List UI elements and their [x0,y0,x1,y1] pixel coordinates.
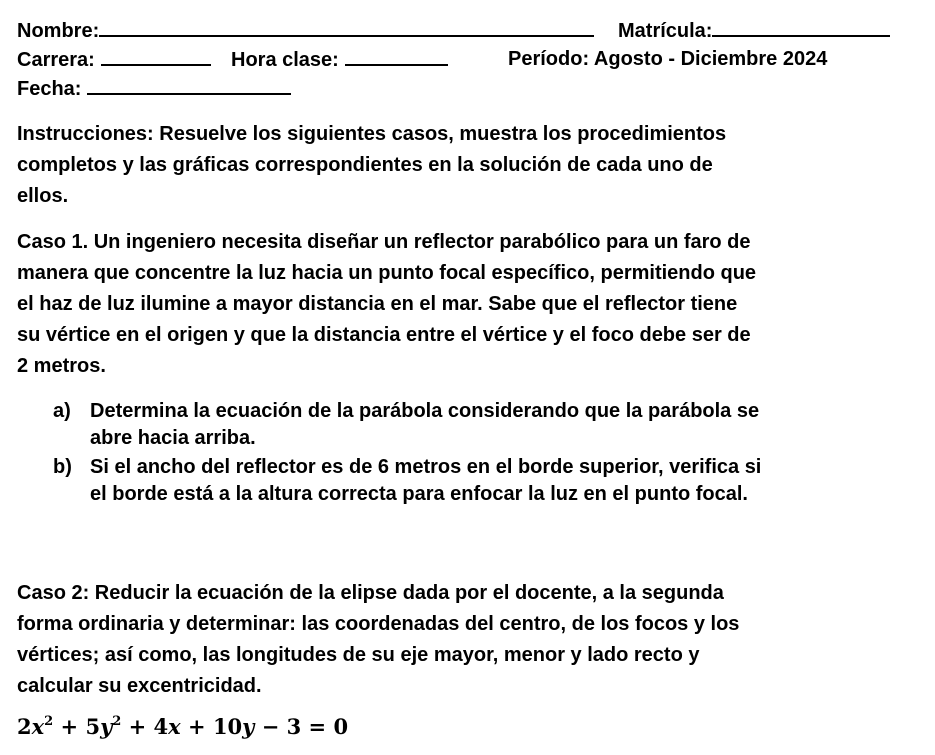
caso2-line-3: vértices; así como, las longitudes de su eje mayor, menor y lado recto y [17,644,700,666]
item-b-line-2: el borde está a la altura correcta para enfocar la luz en el punto focal. [90,483,748,505]
matricula-row [618,18,890,43]
instructions-line-3: ellos. [17,185,69,207]
caso2-line-4: calcular su excentricidad. [17,675,262,697]
eq-op4: − [261,714,280,739]
matricula-blank[interactable] [712,18,890,37]
caso2-line-1: Caso 2: Reducir la ecuación de la elipse dada por el docente, a la segunda [17,582,724,604]
eq-op1: + [60,714,79,739]
eq-term5: 3 [286,714,302,739]
eq-term4-var: y [242,714,255,739]
instructions-line-1: Instrucciones: Resuelve los siguientes casos, muestra los procedimientos [17,123,727,145]
nombre-label: Nombre: [17,20,100,42]
item-b-marker: b) [53,456,72,478]
matricula-label: Matrícula: [618,20,713,42]
nombre-row [17,18,594,43]
eq-term4-coef: 10 [212,714,243,739]
eq-rhs: 0 [333,714,349,739]
hora-clase-row [231,47,448,72]
carrera-row [17,47,211,72]
caso1-line-4: su vértice en el origen y que la distancia entre el vértice y el foco debe ser de [17,324,751,346]
eq-term2-exp: 2 [112,714,122,729]
eq-term1-exp: 2 [44,714,54,729]
eq-op2: + [128,714,147,739]
caso1-line-1: Caso 1. Un ingeniero necesita diseñar un reflector parabólico para un faro de [17,231,751,253]
instructions-line-2: completos y las gráficas correspondientes en la solución de cada uno de [17,154,713,176]
eq-equals: = [308,714,327,739]
caso1-line-2: manera que concentre la luz hacia un punto focal específico, permitiendo que [17,262,757,284]
eq-term3-coef: 4 [153,714,169,739]
eq-term1-coef: 2 [17,714,32,739]
caso1-line-5: 2 metros. [17,355,106,377]
fecha-row [17,76,291,101]
item-a-marker: a) [53,400,71,422]
item-b-line-1: Si el ancho del reflector es de 6 metros en el borde superior, verifica si [90,456,762,478]
fecha-blank[interactable] [87,76,291,95]
hora-clase-label: Hora clase: [231,49,339,71]
caso1-line-3: el haz de luz ilumine a mayor distancia en el mar. Sabe que el reflector tiene [17,293,738,315]
eq-term1-var: x [31,714,45,739]
fecha-label: Fecha: [17,78,82,100]
ellipse-equation [17,712,348,742]
hora-clase-blank[interactable] [345,47,448,66]
carrera-label: Carrera: [17,49,95,71]
item-a-line-1: Determina la ecuación de la parábola considerando que la parábola se [90,400,760,422]
nombre-blank[interactable] [99,18,594,37]
eq-term2-var: y [100,714,113,739]
item-a-line-2: abre hacia arriba. [90,427,256,449]
caso2-line-2: forma ordinaria y determinar: las coordenadas del centro, de los focos y los [17,613,740,635]
periodo-text: Período: Agosto - Diciembre 2024 [508,48,828,70]
eq-term3-var: x [168,714,181,739]
eq-op3: + [188,714,206,739]
carrera-blank[interactable] [101,47,211,66]
eq-term2-coef: 5 [85,714,101,739]
